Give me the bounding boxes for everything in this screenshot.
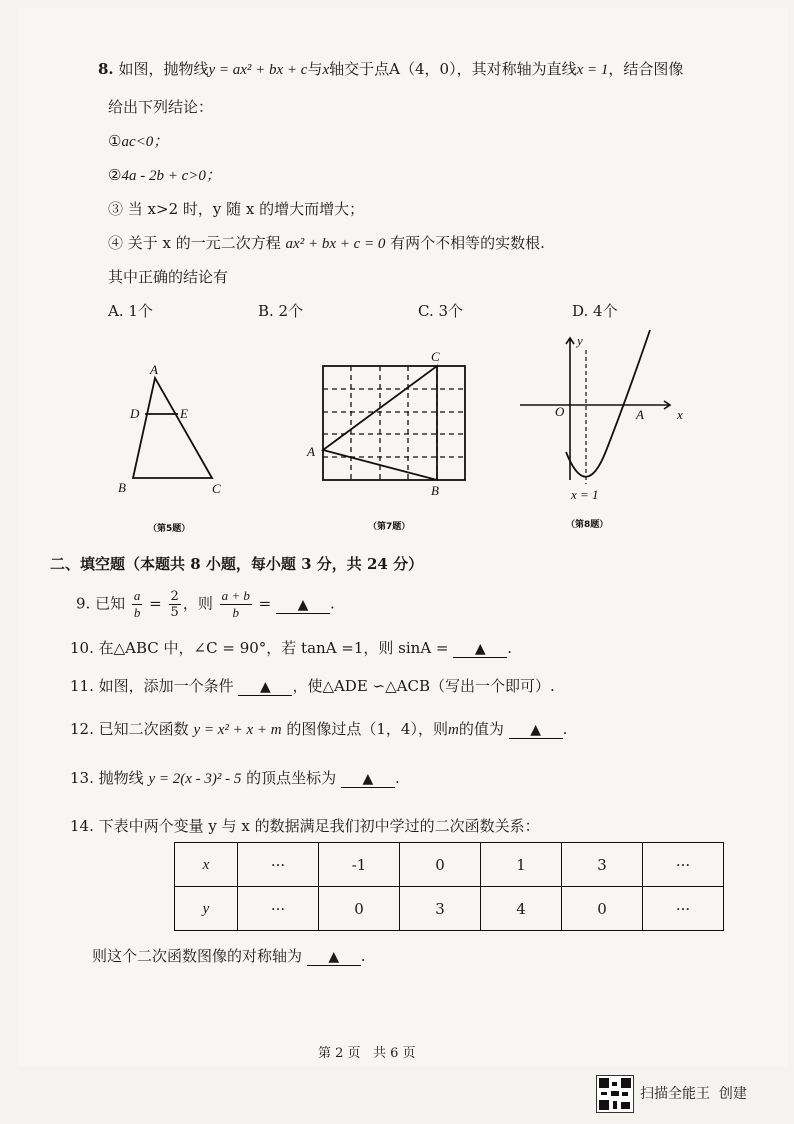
fig7-label-a: A [307,444,315,459]
table-cell: 3 [400,887,481,931]
q13-answer-blank: ▲ [341,769,395,788]
option-d: D. 4个 [572,302,618,320]
table-cell: ··· [238,887,319,931]
figure-7-grid [323,366,465,480]
q8-conclusion-3: ③ 当 x>2 时，y 随 x 的增大而增大； [108,200,365,218]
table-row [175,843,724,887]
option-c: C. 3个 [418,302,464,320]
q11-answer-blank: ▲ [238,677,292,696]
q8-conclusion-1: ①ac<0； [108,132,169,150]
scanner-watermark: 扫描全能王 创建 [640,1086,747,1102]
fig5-label-d: D [130,406,140,421]
table-cell: 1 [481,843,562,887]
q12: 12. 已知二次函数 y = x² + x + m 的图像过点（1，4），则m的值为 ▲ . [70,720,568,738]
q14: 14. 下表中两个变量 y 与 x 的数据满足我们初中学过的二次函数关系： [70,817,540,835]
q8-conclusion-4: ④ 关于 x 的一元二次方程 ax² + bx + c = 0 有两个不相等的实数根. [108,234,545,252]
qr-code-icon [596,1075,634,1113]
table-cell: -1 [319,843,400,887]
figure-8-parabola [520,330,670,484]
caption-fig8: （第8题） [566,520,609,530]
q10-answer-blank: ▲ [453,639,507,658]
table-header-y: y [175,887,238,931]
table-row [175,887,724,931]
figures [0,0,794,540]
q11: 11. 如图，添加一个条件 ▲ ，使△ADE ∽△ACB（写出一个即可）. [70,677,555,695]
table-cell: 3 [562,843,643,887]
option-b: B. 2个 [258,302,304,320]
table-header-x: x [175,843,238,887]
fig7-label-c: C [431,349,440,364]
q8-conclusion-2: ②4a - 2b + c>0； [108,166,221,184]
q14-answer-blank: ▲ [307,947,361,966]
table-cell: ··· [238,843,319,887]
table-cell: ··· [643,887,724,931]
fig8-label-o: O [555,404,565,419]
table-cell: 4 [481,887,562,931]
q9-answer-blank: ▲ [276,595,330,614]
table-cell: 0 [319,887,400,931]
q13: 13. 抛物线 y = 2(x - 3)² - 5 的顶点坐标为 ▲ . [70,769,400,787]
fig8-label-a: A [636,407,644,422]
q14-value-table [174,842,724,931]
section-2-title: 二、填空题（本题共 8 小题，每小题 3 分，共 24 分） [50,555,424,573]
fig8-axis-label: x = 1 [571,487,599,502]
table-cell: 0 [400,843,481,887]
q14-followup: 则这个二次函数图像的对称轴为 ▲ . [92,947,366,965]
fig7-label-b: B [431,483,439,498]
q8-intro: 给出下列结论： [108,98,214,116]
q10: 10. 在△ABC 中，∠C = 90°，若 tanA =1，则 sinA = ▲ . [70,639,513,657]
q12-answer-blank: ▲ [509,720,563,739]
caption-fig5: （第5题） [148,524,191,534]
fig5-label-e: E [180,406,188,421]
fig8-label-y: y [577,333,583,348]
caption-fig7: （第7题） [368,522,411,532]
page-number: 第 2 页 共 6 页 [318,1046,416,1061]
fig5-label-a: A [150,362,158,377]
option-a: A. 1个 [108,302,153,320]
fig8-label-x: x [677,407,683,422]
fig5-label-b: B [118,480,126,495]
fig5-label-c: C [212,481,221,496]
q9: 9. 已知 $\frac{a}{b}$ = $\frac{2}{5}$ ，则 $\frac{a + b}{b}$ = ▲ . [76,588,335,620]
figure-5-triangle [133,378,212,478]
table-cell: 0 [562,887,643,931]
q8-line1: 8. 如图，抛物线y = ax² + bx + c与x轴交于点A（4，0），其对称轴为直线x = 1，结合图像 [98,60,684,78]
q8-question: 其中正确的结论有 [108,268,229,286]
table-cell: ··· [643,843,724,887]
